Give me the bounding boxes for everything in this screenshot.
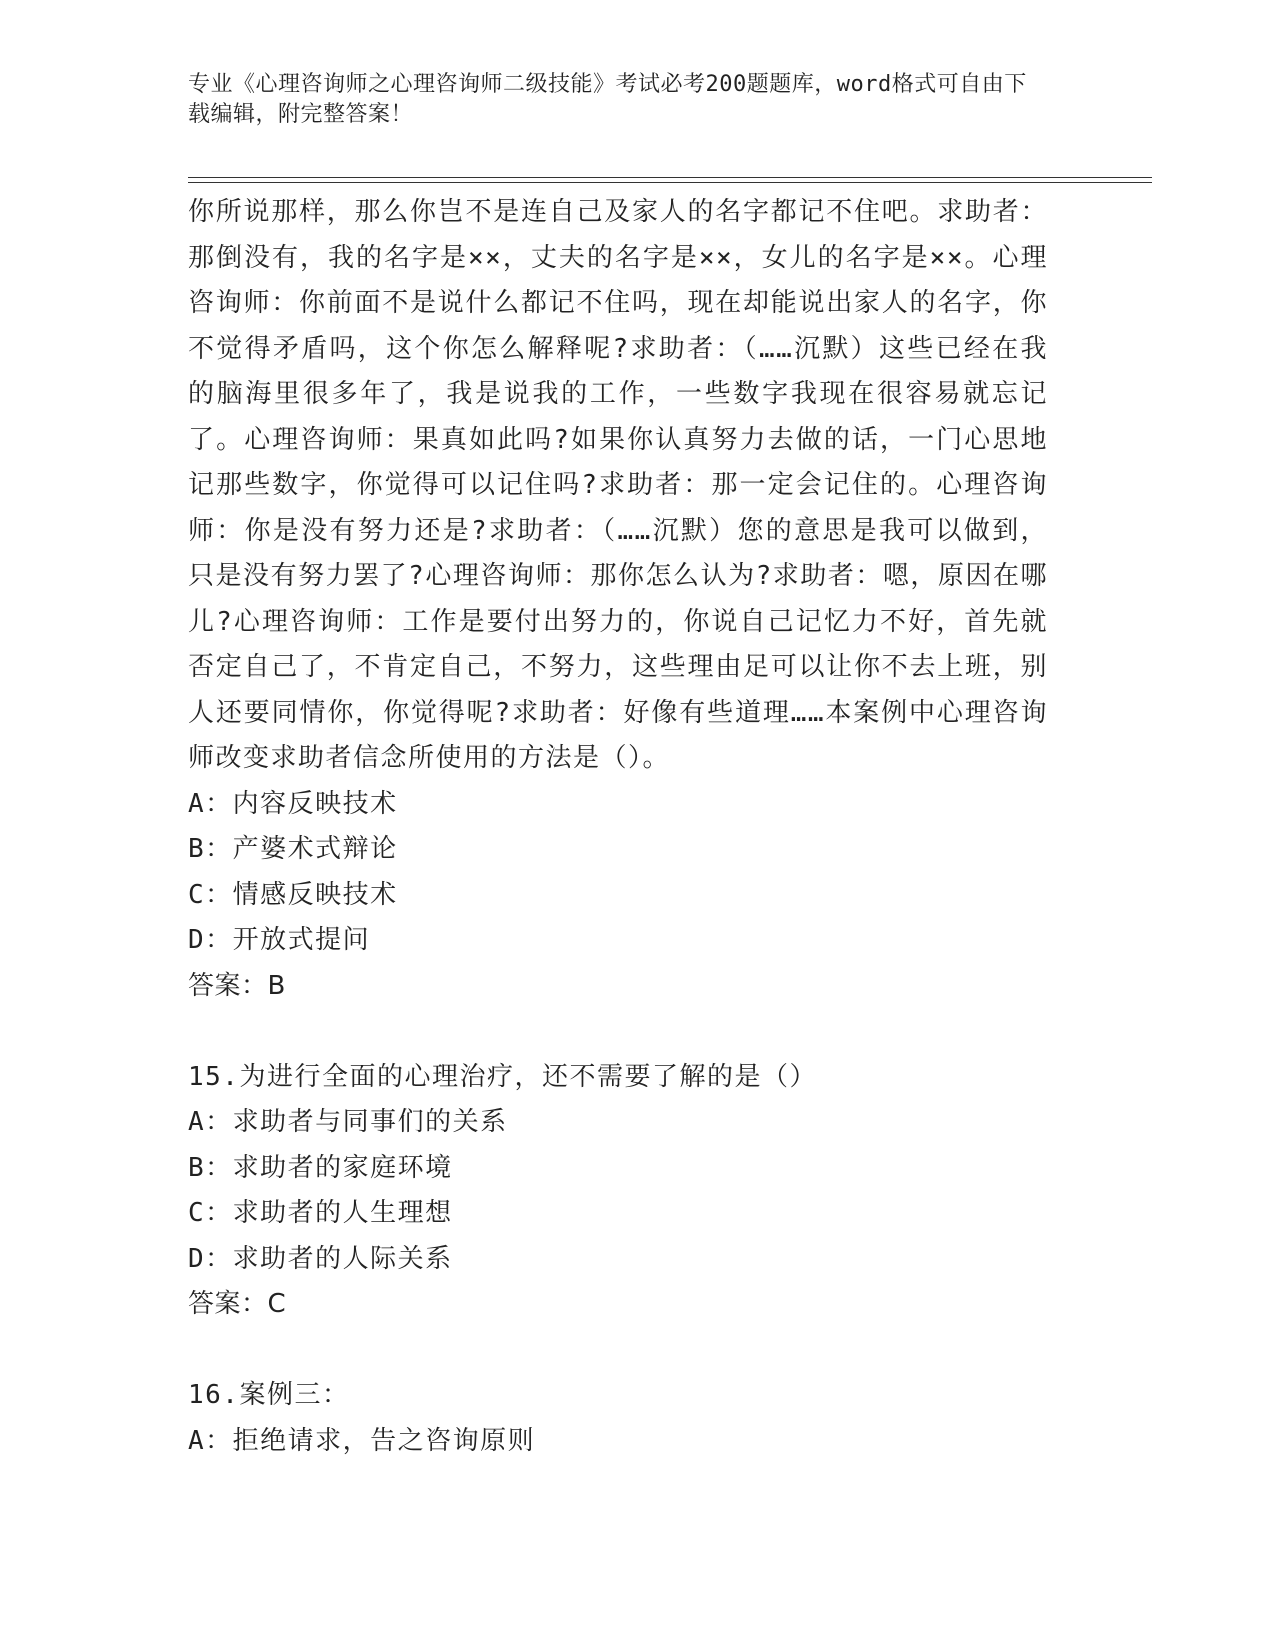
question-15-option-d: D：求助者的人际关系 — [188, 1243, 453, 1274]
question-14-text: 你所说那样，那么你岂不是连自己及家人的名字都记不住吧。求助者：那倒没有，我的名字是××，丈夫的名字是××，女儿的名字是××。心理咨询师：你前面不是说什么都记不住吗，现在却能说出家人的名字，你不觉得矛盾吗，这个你怎么解释呢?求助者：（……沉默）这些已经在我的脑海里很多年了，我是说我的工作，一些数字我现在很容易就忘记了。心理咨询师：果真如此吗?如果你认真努力去做的话，一门心思地记那些数字，你觉得可以记住吗?求助者：那一定会记住的。心理咨询师：你是没有努力还是?求助者：（……沉默）您的意思是我可以做到，只是没有努力罢了?心理咨询师：那你怎么认为?求助者：嗯，原因在哪儿?心理咨询师：工作是要付出努力的，你说自己记忆力不好，首先就否定自己了，不肯定自己，不努力，这些理由足可以让你不去上班，别人还要同情你，你觉得呢?求助者：好像有些道理……本案例中心理咨询师改变求助者信念所使用的方法是（）。 — [188, 197, 1048, 773]
document-header-title: 专业《心理咨询师之心理咨询师二级技能》考试必考200题题库，word格式可自由下载编辑，附完整答案！ — [188, 72, 1027, 127]
question-spacer — [188, 1009, 1048, 1055]
question-14-option-c: C：情感反映技术 — [188, 879, 398, 910]
question-15-stem: 15.为进行全面的心理治疗，还不需要了解的是（） — [188, 1061, 817, 1092]
question-16-stem: 16.案例三： — [188, 1380, 350, 1410]
question-14-option-d: D：开放式提问 — [188, 925, 371, 955]
question-spacer — [188, 1328, 1048, 1374]
question-14-option-a: A：内容反映技术 — [188, 788, 398, 819]
question-15-option-c: C：求助者的人生理想 — [188, 1198, 453, 1228]
header-divider-bottom — [188, 182, 1152, 183]
question-15-option-b: B：求助者的家庭环境 — [188, 1152, 453, 1183]
document-body — [188, 190, 1048, 1464]
question-14-option-b: B：产婆术式辩论 — [188, 834, 398, 864]
question-15-answer: 答案：C — [188, 1289, 287, 1319]
question-14-answer: 答案：B — [188, 970, 286, 1001]
question-15-option-a: A：求助者与同事们的关系 — [188, 1107, 508, 1137]
header-divider-top — [188, 177, 1152, 178]
document-page — [188, 0, 1152, 1650]
question-16-option-a: A：拒绝请求，告之咨询原则 — [188, 1425, 536, 1456]
